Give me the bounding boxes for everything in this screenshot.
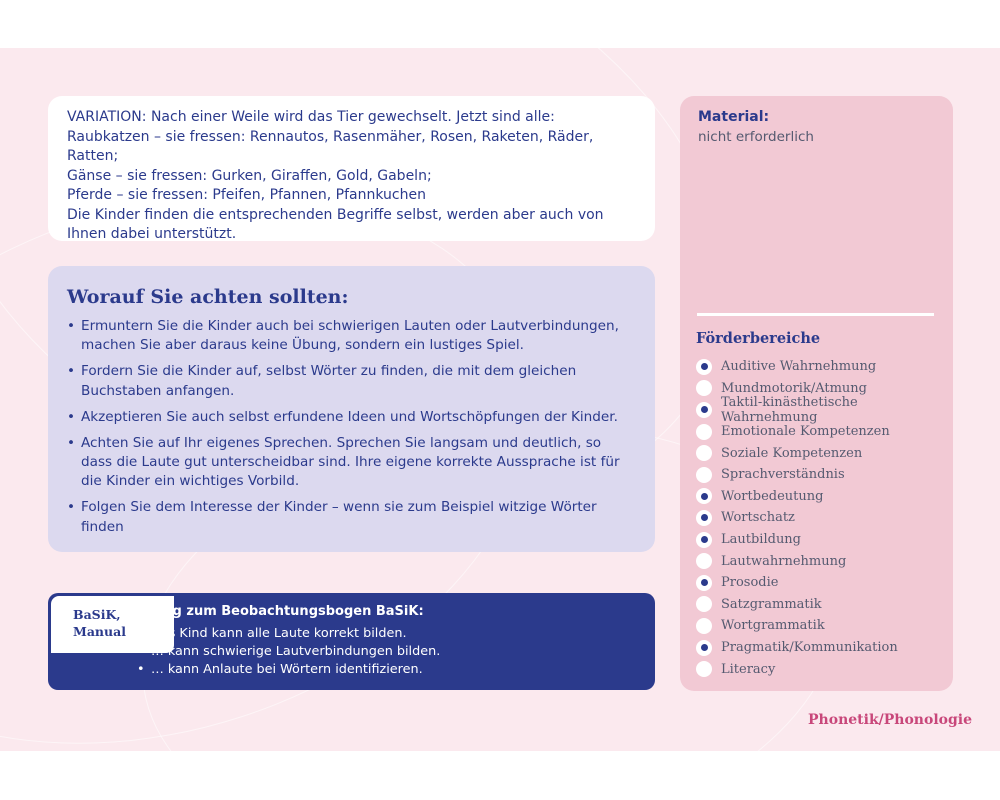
foerderbereich-label: Wortgrammatik xyxy=(721,618,825,634)
variation-line: Pferde – sie fressen: Pfeifen, Pfannen, Pfannkuchen xyxy=(67,187,426,203)
unchecked-radio-icon xyxy=(696,424,712,440)
foerderbereich-label: Literacy xyxy=(721,661,776,677)
tips-box xyxy=(48,266,655,552)
variation-box xyxy=(48,96,655,241)
basik-title: Bezug zum Beobachtungsbogen BaSiK: xyxy=(137,604,424,619)
foerderbereich-item xyxy=(696,442,953,464)
unchecked-radio-icon xyxy=(696,445,712,461)
unchecked-radio-icon xyxy=(696,380,712,396)
basik-item: • Das Kind kann alle Laute korrekt bilden. xyxy=(137,625,440,643)
foerderbereich-item xyxy=(696,658,953,680)
tip-item: • Fordern Sie die Kinder auf, selbst Wörter zu finden, die mit dem gleichen Buchstaben anfangen. xyxy=(67,362,636,401)
unchecked-radio-icon xyxy=(696,596,712,612)
foerderbereich-label: Lautbildung xyxy=(721,532,802,548)
unchecked-radio-icon xyxy=(696,661,712,677)
variation-line: Gänse – sie fressen: Gurken, Giraffen, Gold, Gabeln; xyxy=(67,167,432,184)
foerderbereiche-title: Förderbereiche xyxy=(696,330,821,347)
basik-logo-text xyxy=(73,606,126,640)
foerderbereich-label: Pragmatik/Kommunikation xyxy=(721,640,898,656)
foerderbereich-item xyxy=(696,550,953,572)
basik-item: • … kann schwierige Lautverbindungen bilden. xyxy=(137,643,440,661)
tip-item: • Achten Sie auf Ihr eigenes Sprechen. Sprechen Sie langsam und deutlich, so dass die Laute gut unterscheidbar sind. Ihre eigene korrekte Aussprache ist für die Kinder ein wichtiges Vorbild. xyxy=(67,434,636,492)
tip-item: • Folgen Sie dem Interesse der Kinder – wenn sie zum Beispiel witzige Wörter finden xyxy=(67,498,636,537)
basik-logo-line: BaSiK, xyxy=(73,607,121,622)
variation-line: Raubkatzen – sie fressen: Rennautos, Rasenmäher, Rosen, Raketen, Räder, Ratten; xyxy=(67,128,594,164)
foerderbereich-item xyxy=(696,486,953,508)
variation-line: VARIATION: Nach einer Weile wird das Tier gewechselt. Jetzt sind alle: xyxy=(67,109,555,125)
unchecked-radio-icon xyxy=(696,553,712,569)
foerderbereich-label: Emotionale Kompetenzen xyxy=(721,424,890,440)
foerderbereich-label: Lautwahrnehmung xyxy=(721,553,847,569)
footer-category: Phonetik/Phonologie xyxy=(808,712,972,728)
foerderbereich-label: Prosodie xyxy=(721,575,779,591)
variation-line: Die Kinder finden die entsprechenden Begriffe selbst, werden aber auch von Ihnen dabei unterstützt. xyxy=(67,206,604,242)
unchecked-radio-icon xyxy=(696,618,712,634)
tip-item: • Akzeptieren Sie auch selbst erfundene Ideen und Wortschöpfungen der Kinder. xyxy=(67,408,636,427)
foerderbereich-label: Taktil-kinästhetische Wahrnehmung xyxy=(721,394,858,425)
checked-radio-icon xyxy=(696,575,712,591)
tips-title: Worauf Sie achten sollten: xyxy=(67,286,349,308)
foerderbereich-label: Soziale Kompetenzen xyxy=(721,445,863,461)
foerderbereich-label: Sprachverständnis xyxy=(721,467,845,483)
checked-radio-icon xyxy=(696,359,712,375)
checked-radio-icon xyxy=(696,532,712,548)
foerderbereich-label: Wortschatz xyxy=(721,510,795,526)
basik-logo-line: Manual xyxy=(73,624,126,639)
material-text: nicht erforderlich xyxy=(698,129,814,145)
foerderbereich-item xyxy=(696,394,953,425)
tips-list xyxy=(67,317,636,537)
checked-radio-icon xyxy=(696,640,712,656)
tip-item: • Ermuntern Sie die Kinder auch bei schwierigen Lauten oder Lautverbindungen, machen Sie aber daraus keine Übung, sondern ein lustiges Spiel. xyxy=(67,317,636,356)
foerderbereich-item xyxy=(696,507,953,529)
basik-reference-box xyxy=(48,593,655,690)
basik-item: • … kann Anlaute bei Wörtern identifizieren. xyxy=(137,661,440,679)
checked-radio-icon xyxy=(696,488,712,504)
foerderbereich-label: Wortbedeutung xyxy=(721,488,824,504)
checked-radio-icon xyxy=(696,510,712,526)
side-panel xyxy=(680,96,953,691)
foerderbereich-item xyxy=(696,356,953,378)
foerderbereich-label: Satzgrammatik xyxy=(721,596,822,612)
basik-list xyxy=(137,625,440,679)
foerderbereiche-list xyxy=(696,356,953,680)
divider xyxy=(697,313,934,316)
foerderbereich-item xyxy=(696,637,953,659)
foerderbereich-item xyxy=(696,615,953,637)
foerderbereich-item xyxy=(696,572,953,594)
material-title: Material: xyxy=(698,109,770,125)
foerderbereich-item xyxy=(696,594,953,616)
foerderbereich-label: Auditive Wahrnehmung xyxy=(721,359,877,375)
foerderbereich-item xyxy=(696,464,953,486)
unchecked-radio-icon xyxy=(696,467,712,483)
foerderbereich-item xyxy=(696,529,953,551)
foerderbereich-label: Mundmotorik/Atmung xyxy=(721,380,867,396)
checked-radio-icon xyxy=(696,402,712,418)
